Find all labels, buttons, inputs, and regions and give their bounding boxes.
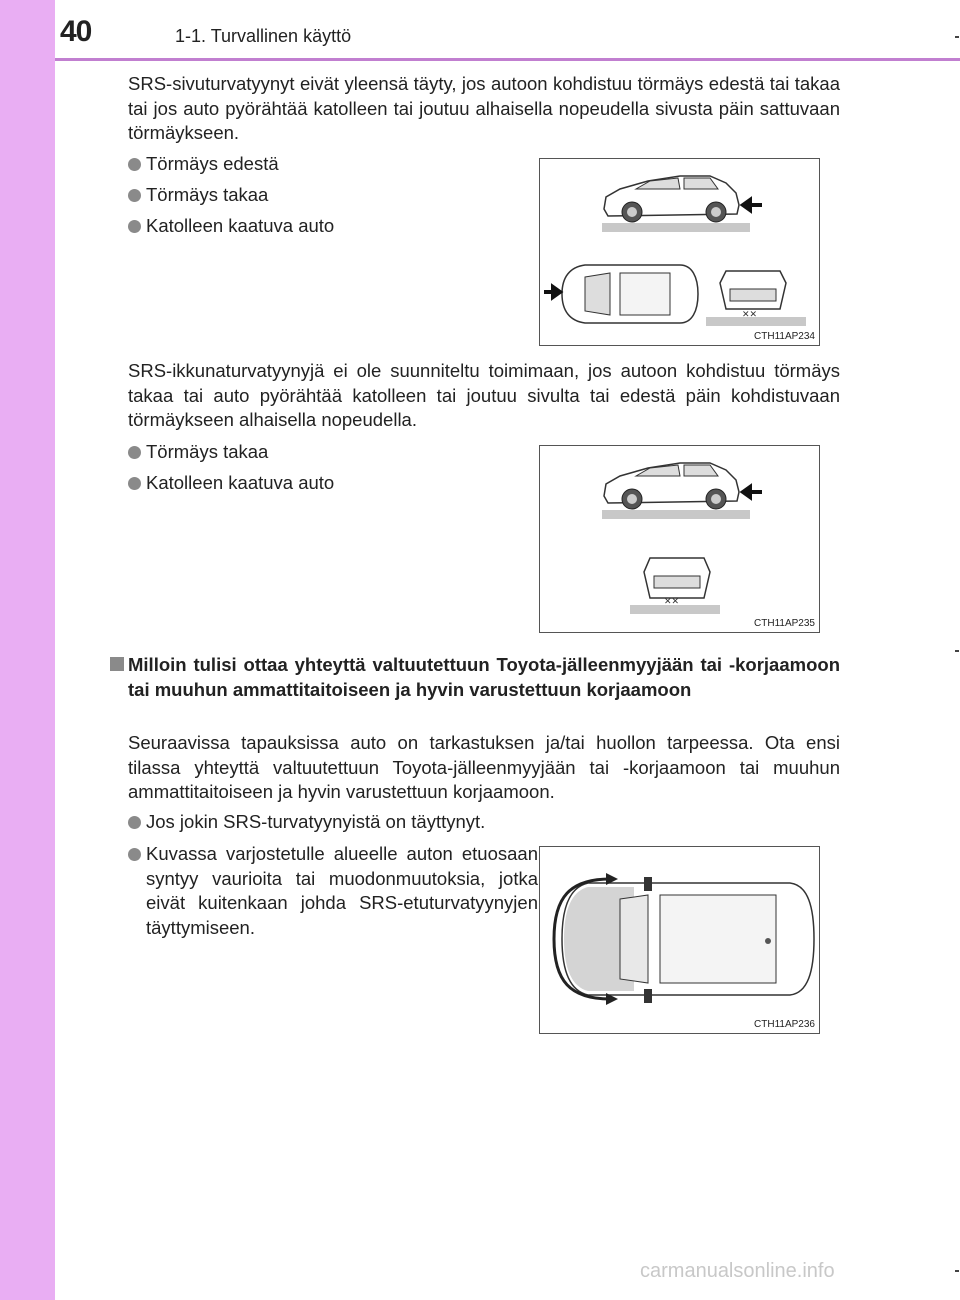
crop-mark bbox=[955, 1270, 959, 1272]
watermark: carmanualsonline.info bbox=[640, 1260, 835, 1282]
list-item: Törmäys takaa bbox=[128, 183, 268, 208]
side-airbag-intro: SRS-sivuturvatyynyt eivät yleensä täyty, jos autoon kohdistuu törmäys edestä tai takaa tai jos auto pyörähtää katolleen tai joutuu alhaisella nopeudella sivusta päin sattuvaan törmäykseen. bbox=[128, 73, 840, 143]
svg-text:✕✕: ✕✕ bbox=[742, 309, 758, 319]
figure-code: CTH11AP235 bbox=[754, 618, 815, 629]
bullet-icon bbox=[128, 477, 141, 490]
bullet-icon bbox=[128, 220, 141, 233]
section-title: 1-1. Turvallinen käyttö bbox=[175, 26, 352, 46]
bullet-icon bbox=[128, 816, 141, 829]
curtain-airbag-intro: SRS-ikkunaturvatyynyjä ei ole suunniteltu toimimaan, jos autoon kohdistuu törmäys takaa tai auto pyörähtää katolleen tai joutuu sivulta tai edestä päin kohdistuvaan törmäykseen alhaisella nopeudella. bbox=[128, 360, 840, 430]
list-item: Katolleen kaatuva auto bbox=[128, 471, 334, 496]
bullet-icon bbox=[128, 446, 141, 459]
figure-curtain-airbag-cases bbox=[539, 445, 820, 633]
heading-square-icon bbox=[110, 657, 124, 671]
figure-front-damage-area bbox=[539, 846, 820, 1034]
list-item: Katolleen kaatuva auto bbox=[128, 214, 334, 239]
bullet-icon bbox=[128, 158, 141, 171]
section-heading: Milloin tulisi ottaa yhteyttä valtuutettuun Toyota-jälleenmyyjään tai -korjaamoon tai muuhun ammattitaitoiseen ja hyvin varustettuun korjaamoon bbox=[110, 653, 840, 702]
service-intro: Seuraavissa tapauksissa auto on tarkastuksen ja/tai huollon tarpeessa. Ota ensi tilassa yhteyttä valtuutettuun Toyota-jälleenmyyjään tai -korjaamoon tai muuhun ammattitaitoiseen ja hyvin varustettuun korjaamoon. bbox=[128, 732, 840, 802]
crop-mark bbox=[955, 36, 959, 38]
list-item: Kuvassa varjostetulle alueelle auton etuosaan syntyy vaurioita tai muodonmuutoksia, jotka eivät kuitenkaan johda SRS-etuturvatyynyjen täyttymiseen. bbox=[128, 842, 538, 940]
collision-illustration bbox=[540, 446, 819, 632]
bullet-icon bbox=[128, 848, 141, 861]
page-sidebar-tab bbox=[0, 0, 55, 1300]
figure-side-airbag-cases bbox=[539, 158, 820, 346]
crop-mark bbox=[955, 650, 959, 652]
page-number: 40 bbox=[60, 15, 92, 48]
car-top-view-illustration bbox=[540, 847, 819, 1033]
svg-text:✕✕: ✕✕ bbox=[664, 596, 680, 606]
figure-code: CTH11AP234 bbox=[754, 331, 815, 342]
list-item: Jos jokin SRS-turvatyynyistä on täyttynyt. bbox=[128, 810, 840, 835]
bullet-icon bbox=[128, 189, 141, 202]
header-divider bbox=[55, 58, 960, 61]
list-item: Törmäys edestä bbox=[128, 152, 279, 177]
collision-illustration bbox=[540, 159, 819, 345]
figure-code: CTH11AP236 bbox=[754, 1019, 815, 1030]
list-item: Törmäys takaa bbox=[128, 440, 268, 465]
